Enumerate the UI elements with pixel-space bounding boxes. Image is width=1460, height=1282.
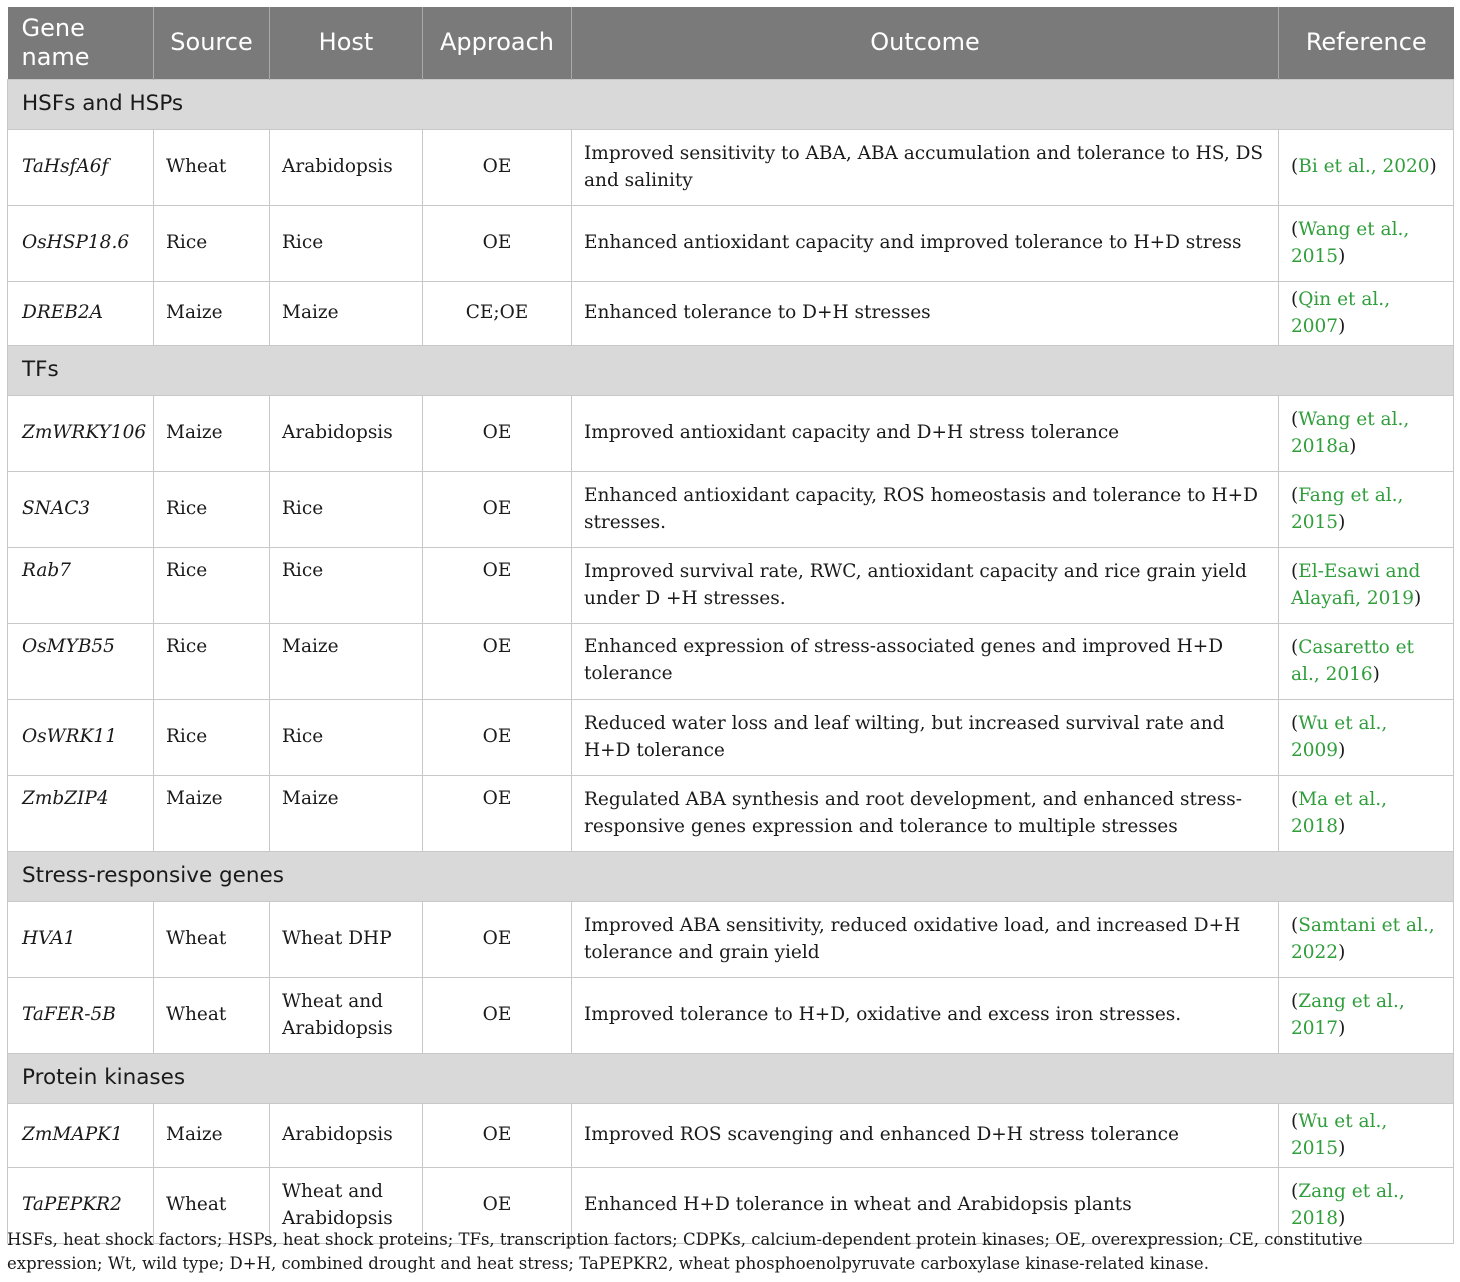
header-gene-name: Gene name [8, 7, 154, 79]
approach: OE [423, 129, 572, 205]
reference-link[interactable]: Wang et al., 2015 [1291, 218, 1410, 267]
approach: CE;OE [423, 281, 572, 345]
table-row [8, 699, 1454, 775]
host: Rice [270, 699, 423, 775]
table-row [8, 395, 1454, 471]
outcome: Enhanced expression of stress-associated genes and improved H+D tolerance [572, 623, 1279, 699]
table-row [8, 901, 1454, 977]
host: Rice [270, 471, 423, 547]
approach: OE [423, 205, 572, 281]
reference: (Zang et al., 2018) [1279, 1167, 1454, 1243]
source: Maize [154, 395, 270, 471]
gene-name: DREB2A [8, 281, 154, 345]
reference: (Wu et al., 2015) [1279, 1103, 1454, 1167]
table-row [8, 547, 1454, 623]
header-reference: Reference [1279, 7, 1454, 79]
source: Rice [154, 205, 270, 281]
reference-link[interactable]: El-Esawi and Alayafi, 2019 [1291, 560, 1421, 609]
gene-name: ZmWRKY106 [8, 395, 154, 471]
gene-name: TaFER-5B [8, 977, 154, 1053]
host: Maize [270, 775, 423, 851]
approach: OE [423, 623, 572, 699]
outcome: Enhanced antioxidant capacity and improved tolerance to H+D stress [572, 205, 1279, 281]
reference: (Fang et al., 2015) [1279, 471, 1454, 547]
table-row [8, 977, 1454, 1053]
host: Arabidopsis [270, 129, 423, 205]
source: Maize [154, 281, 270, 345]
source: Rice [154, 699, 270, 775]
reference-link[interactable]: Qin et al., 2007 [1291, 288, 1391, 337]
approach: OE [423, 977, 572, 1053]
section-title: Protein kinases [8, 1053, 1454, 1103]
host: Arabidopsis [270, 395, 423, 471]
reference: (Casaretto et al., 2016) [1279, 623, 1454, 699]
host: Arabidopsis [270, 1103, 423, 1167]
source: Wheat [154, 129, 270, 205]
gene-name: OsMYB55 [8, 623, 154, 699]
reference-link[interactable]: Casaretto et al., 2016 [1291, 636, 1414, 685]
source: Rice [154, 623, 270, 699]
reference-link[interactable]: Wu et al., 2009 [1291, 712, 1388, 761]
approach: OE [423, 547, 572, 623]
gene-name: Rab7 [8, 547, 154, 623]
reference: (Ma et al., 2018) [1279, 775, 1454, 851]
reference-link[interactable]: Zang et al., 2017 [1291, 990, 1405, 1039]
outcome: Enhanced H+D tolerance in wheat and Arabidopsis plants [572, 1167, 1279, 1243]
host: Wheat and Arabidopsis [270, 977, 423, 1053]
approach: OE [423, 775, 572, 851]
approach: OE [423, 901, 572, 977]
gene-name: ZmMAPK1 [8, 1103, 154, 1167]
approach: OE [423, 699, 572, 775]
reference: (Samtani et al., 2022) [1279, 901, 1454, 977]
reference-link[interactable]: Fang et al., 2015 [1291, 484, 1404, 533]
gene-name: TaHsfA6f [8, 129, 154, 205]
source: Maize [154, 775, 270, 851]
gene-name: ZmbZIP4 [8, 775, 154, 851]
reference-link[interactable]: Ma et al., 2018 [1291, 788, 1388, 837]
header-row [8, 7, 1454, 79]
section-title: TFs [8, 345, 1454, 395]
reference: (Wu et al., 2009) [1279, 699, 1454, 775]
source: Wheat [154, 977, 270, 1053]
source: Wheat [154, 1167, 270, 1243]
table-row [8, 205, 1454, 281]
section-row [8, 1053, 1454, 1103]
reference-link[interactable]: Samtani et al., 2022 [1291, 914, 1435, 963]
header-approach: Approach [423, 7, 572, 79]
outcome: Improved ABA sensitivity, reduced oxidative load, and increased D+H tolerance and grain yield [572, 901, 1279, 977]
reference-link[interactable]: Zang et al., 2018 [1291, 1180, 1405, 1229]
source: Rice [154, 547, 270, 623]
reference-link[interactable]: Wu et al., 2015 [1291, 1110, 1388, 1159]
source: Maize [154, 1103, 270, 1167]
table-row [8, 129, 1454, 205]
outcome: Enhanced antioxidant capacity, ROS homeostasis and tolerance to H+D stresses. [572, 471, 1279, 547]
host: Wheat DHP [270, 901, 423, 977]
outcome: Improved survival rate, RWC, antioxidant capacity and rice grain yield under D +H stresses. [572, 547, 1279, 623]
approach: OE [423, 471, 572, 547]
table-row [8, 623, 1454, 699]
outcome: Regulated ABA synthesis and root development, and enhanced stress-responsive genes expression and tolerance to multiple stresses [572, 775, 1279, 851]
reference: (Qin et al., 2007) [1279, 281, 1454, 345]
table-row [8, 775, 1454, 851]
gene-name: SNAC3 [8, 471, 154, 547]
approach: OE [423, 395, 572, 471]
reference: (El-Esawi and Alayafi, 2019) [1279, 547, 1454, 623]
host: Rice [270, 205, 423, 281]
section-title: HSFs and HSPs [8, 79, 1454, 129]
host: Rice [270, 547, 423, 623]
table-row [8, 1103, 1454, 1167]
host: Wheat and Arabidopsis [270, 1167, 423, 1243]
host: Maize [270, 623, 423, 699]
outcome: Improved ROS scavenging and enhanced D+H stress tolerance [572, 1103, 1279, 1167]
approach: OE [423, 1103, 572, 1167]
gene-name: HVA1 [8, 901, 154, 977]
source: Wheat [154, 901, 270, 977]
approach: OE [423, 1167, 572, 1243]
reference: (Wang et al., 2015) [1279, 205, 1454, 281]
header-source: Source [154, 7, 270, 79]
section-title: Stress-responsive genes [8, 851, 1454, 901]
header-host: Host [270, 7, 423, 79]
outcome: Reduced water loss and leaf wilting, but increased survival rate and H+D tolerance [572, 699, 1279, 775]
table-footnote: HSFs, heat shock factors; HSPs, heat shock proteins; TFs, transcription factors; CDPKs, calcium-dependent protein kinases; OE, overexpression; CE, constitutive expression; Wt, wild type; D+H, combined drought and heat stress; TaPEPKR2, wheat phosphoenolpyruvate carboxylase kinase-related kinase. [7, 1230, 1363, 1273]
table-row [8, 281, 1454, 345]
outcome: Improved sensitivity to ABA, ABA accumulation and tolerance to HS, DS and salinity [572, 129, 1279, 205]
reference: (Bi et al., 2020) [1279, 129, 1454, 205]
gene-name: OsWRK11 [8, 699, 154, 775]
gene-name: OsHSP18.6 [8, 205, 154, 281]
section-row [8, 79, 1454, 129]
reference: (Zang et al., 2017) [1279, 977, 1454, 1053]
outcome: Enhanced tolerance to D+H stresses [572, 281, 1279, 345]
reference: (Wang et al., 2018a) [1279, 395, 1454, 471]
outcome: Improved antioxidant capacity and D+H stress tolerance [572, 395, 1279, 471]
host: Maize [270, 281, 423, 345]
table-row [8, 471, 1454, 547]
gene-name: TaPEPKR2 [8, 1167, 154, 1243]
outcome: Improved tolerance to H+D, oxidative and excess iron stresses. [572, 977, 1279, 1053]
section-row [8, 345, 1454, 395]
gene-table [7, 7, 1454, 1244]
reference-link[interactable]: Bi et al., 2020 [1298, 156, 1430, 178]
header-outcome: Outcome [572, 7, 1279, 79]
source: Rice [154, 471, 270, 547]
reference-link[interactable]: Wang et al., 2018a [1291, 408, 1410, 457]
section-row [8, 851, 1454, 901]
